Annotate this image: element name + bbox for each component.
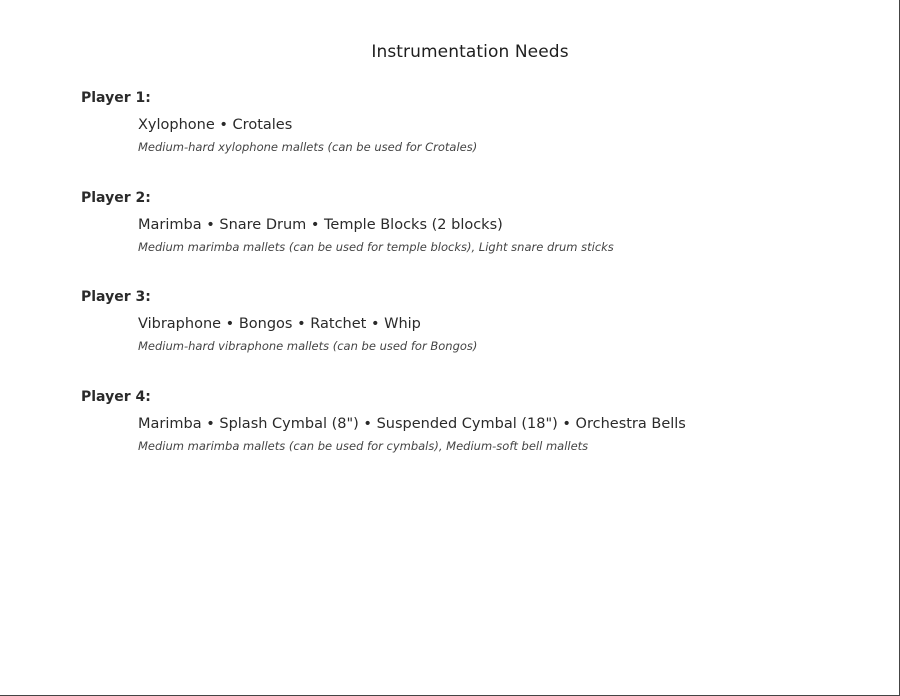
player-section-4 [81,387,841,487]
player-label: Player 4: [81,388,151,405]
mallet-note: Medium marimba mallets (can be used for temple blocks), Light snare drum sticks [138,239,614,254]
mallet-note: Medium-hard xylophone mallets (can be used for Crotales) [138,140,478,154]
player-list [81,88,841,486]
player-label: Player 2: [81,189,151,206]
player-section-2 [81,188,841,288]
player-section-1 [81,88,841,188]
mallet-note: Medium-hard vibraphone mallets (can be used for Bongos) [138,339,478,353]
player-section-3 [81,287,841,387]
page-title: Instrumentation Needs [371,42,569,62]
instrument-list: Marimba • Splash Cymbal (8") • Suspended Cymbal (18") • Orchestra Bells [138,415,686,432]
instrument-list: Xylophone • Crotales [138,117,293,133]
mallet-note: Medium marimba mallets (can be used for cymbals), Medium-soft bell mallets [138,438,589,453]
instrument-list: Vibraphone • Bongos • Ratchet • Whip [138,316,421,332]
instrument-list: Marimba • Snare Drum • Temple Blocks (2 blocks) [138,216,503,233]
player-label: Player 3: [81,289,151,305]
player-label: Player 1: [81,90,151,106]
